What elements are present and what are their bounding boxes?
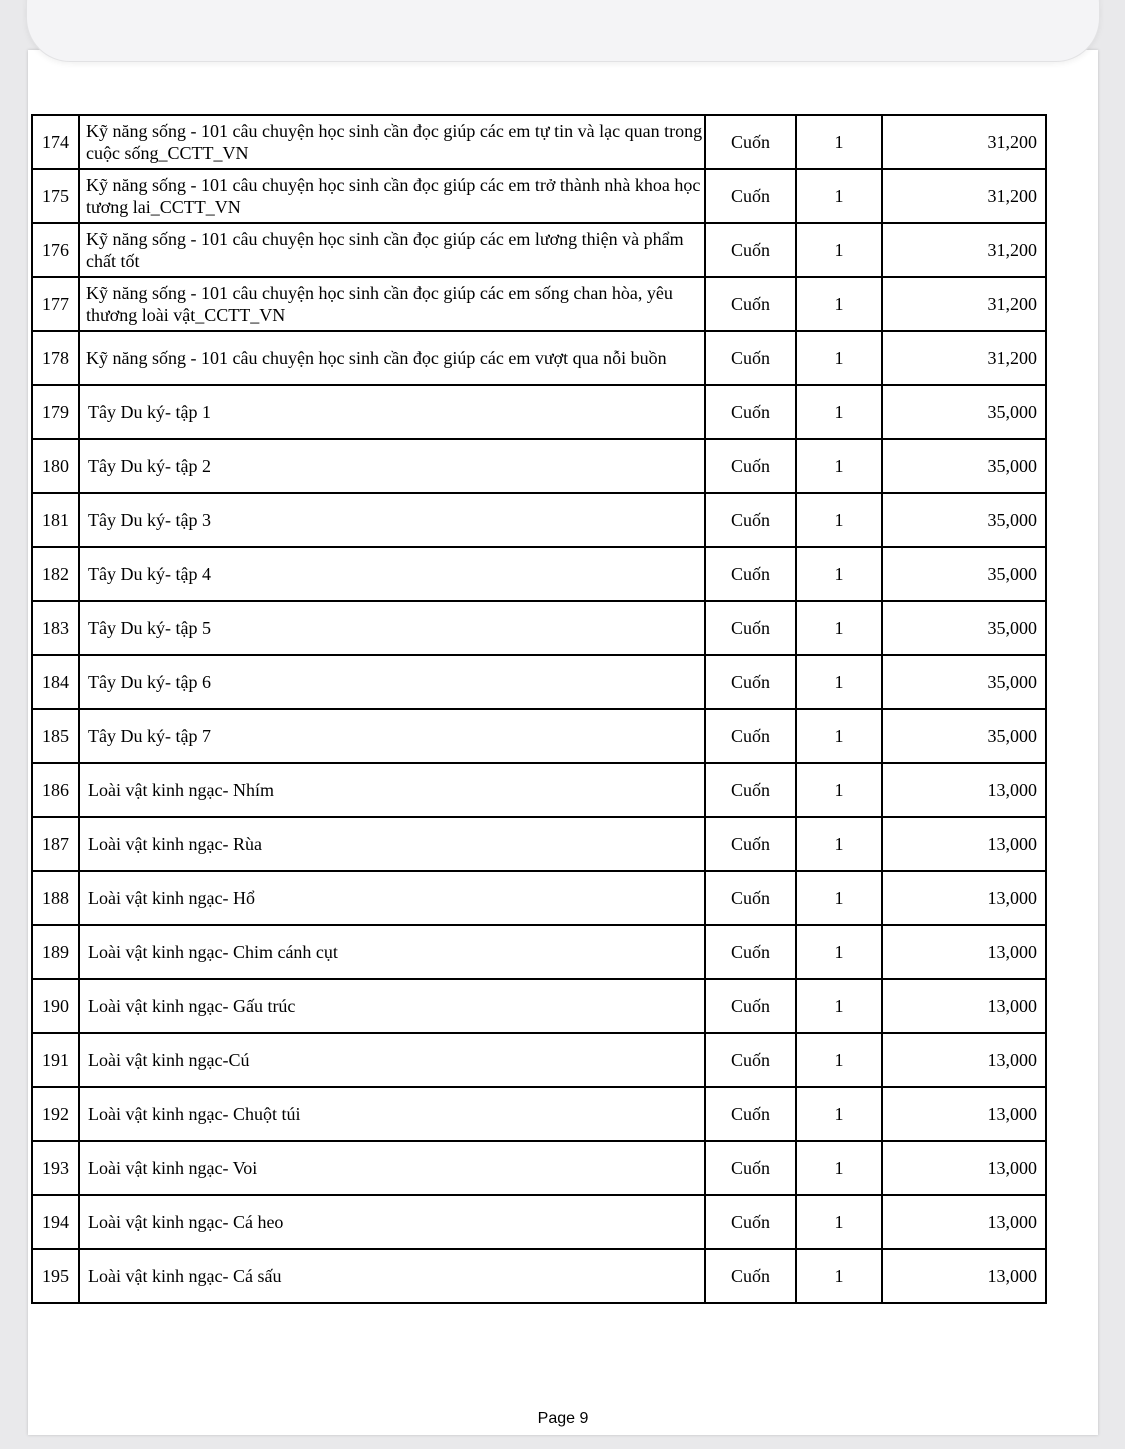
table-row bbox=[32, 223, 1046, 277]
quantity-cell: 1 bbox=[796, 709, 882, 763]
book-title-text: Loài vật kinh ngạc- Gấu trúc bbox=[88, 996, 296, 1016]
unit-cell: Cuốn bbox=[705, 655, 796, 709]
book-title-text: Loài vật kinh ngạc- Chuột túi bbox=[88, 1104, 301, 1124]
unit-cell: Cuốn bbox=[705, 925, 796, 979]
table-row bbox=[32, 817, 1046, 871]
pdf-page bbox=[28, 50, 1098, 1435]
book-title-cell bbox=[79, 1195, 705, 1249]
quantity-cell: 1 bbox=[796, 1195, 882, 1249]
price-cell: 13,000 bbox=[882, 763, 1046, 817]
book-title-cell bbox=[79, 601, 705, 655]
price-cell: 35,000 bbox=[882, 601, 1046, 655]
book-title-text: Kỹ năng sống - 101 câu chuyện học sinh cần đọc giúp các em tự tin và lạc quan trong cuộc sống_CCTT_VN bbox=[86, 121, 703, 163]
quantity-cell: 1 bbox=[796, 763, 882, 817]
book-title-text: Tây Du ký- tập 3 bbox=[88, 510, 211, 530]
table-row bbox=[32, 709, 1046, 763]
book-title-text: Loài vật kinh ngạc- Cá sấu bbox=[88, 1266, 282, 1286]
row-number-cell: 176 bbox=[32, 223, 79, 277]
quantity-cell: 1 bbox=[796, 871, 882, 925]
message-preview-bubble[interactable] bbox=[26, 0, 1100, 62]
price-cell: 13,000 bbox=[882, 979, 1046, 1033]
row-number-cell: 181 bbox=[32, 493, 79, 547]
row-number-cell: 180 bbox=[32, 439, 79, 493]
unit-cell: Cuốn bbox=[705, 1141, 796, 1195]
table-row bbox=[32, 655, 1046, 709]
row-number-cell: 190 bbox=[32, 979, 79, 1033]
table-row bbox=[32, 763, 1046, 817]
book-title-cell bbox=[79, 277, 705, 331]
book-title-text: Kỹ năng sống - 101 câu chuyện học sinh cần đọc giúp các em lương thiện và phẩm chất tốt bbox=[86, 229, 684, 271]
book-title-text: Loài vật kinh ngạc-Cú bbox=[88, 1050, 250, 1070]
quantity-cell: 1 bbox=[796, 493, 882, 547]
table-row bbox=[32, 601, 1046, 655]
quantity-cell: 1 bbox=[796, 223, 882, 277]
row-number-cell: 186 bbox=[32, 763, 79, 817]
book-title-cell bbox=[79, 223, 705, 277]
book-title-cell bbox=[79, 331, 705, 385]
table-row bbox=[32, 439, 1046, 493]
table-row bbox=[32, 115, 1046, 169]
book-title-text: Tây Du ký- tập 1 bbox=[88, 402, 211, 422]
row-number-cell: 191 bbox=[32, 1033, 79, 1087]
table-row bbox=[32, 1141, 1046, 1195]
unit-cell: Cuốn bbox=[705, 1033, 796, 1087]
unit-cell: Cuốn bbox=[705, 331, 796, 385]
unit-cell: Cuốn bbox=[705, 1087, 796, 1141]
book-title-text: Loài vật kinh ngạc- Cá heo bbox=[88, 1212, 284, 1232]
book-title-cell bbox=[79, 1087, 705, 1141]
book-title-text: Kỹ năng sống - 101 câu chuyện học sinh cần đọc giúp các em vượt qua nỗi buồn bbox=[86, 348, 667, 368]
table-row bbox=[32, 493, 1046, 547]
book-title-text: Loài vật kinh ngạc- Rùa bbox=[88, 834, 262, 854]
unit-cell: Cuốn bbox=[705, 601, 796, 655]
quantity-cell: 1 bbox=[796, 1249, 882, 1303]
book-title-cell bbox=[79, 655, 705, 709]
unit-cell: Cuốn bbox=[705, 223, 796, 277]
price-cell: 13,000 bbox=[882, 1087, 1046, 1141]
quantity-cell: 1 bbox=[796, 601, 882, 655]
book-title-text: Loài vật kinh ngạc- Chim cánh cụt bbox=[88, 942, 338, 962]
price-cell: 31,200 bbox=[882, 223, 1046, 277]
price-cell: 35,000 bbox=[882, 709, 1046, 763]
price-cell: 13,000 bbox=[882, 925, 1046, 979]
table-row bbox=[32, 1195, 1046, 1249]
table-row bbox=[32, 1087, 1046, 1141]
quantity-cell: 1 bbox=[796, 1141, 882, 1195]
book-title-text: Kỹ năng sống - 101 câu chuyện học sinh cần đọc giúp các em sống chan hòa, yêu thương loài vật_CCTT_VN bbox=[86, 283, 673, 325]
row-number-cell: 182 bbox=[32, 547, 79, 601]
book-title-cell bbox=[79, 763, 705, 817]
price-cell: 13,000 bbox=[882, 1249, 1046, 1303]
unit-cell: Cuốn bbox=[705, 979, 796, 1033]
price-cell: 31,200 bbox=[882, 169, 1046, 223]
book-title-cell bbox=[79, 1033, 705, 1087]
price-cell: 13,000 bbox=[882, 871, 1046, 925]
unit-cell: Cuốn bbox=[705, 709, 796, 763]
quantity-cell: 1 bbox=[796, 925, 882, 979]
book-title-text: Tây Du ký- tập 5 bbox=[88, 618, 211, 638]
quantity-cell: 1 bbox=[796, 385, 882, 439]
row-number-cell: 194 bbox=[32, 1195, 79, 1249]
table-row bbox=[32, 331, 1046, 385]
book-title-cell bbox=[79, 493, 705, 547]
quantity-cell: 1 bbox=[796, 817, 882, 871]
unit-cell: Cuốn bbox=[705, 817, 796, 871]
row-number-cell: 185 bbox=[32, 709, 79, 763]
table-row bbox=[32, 1249, 1046, 1303]
table-row bbox=[32, 547, 1046, 601]
price-cell: 35,000 bbox=[882, 493, 1046, 547]
unit-cell: Cuốn bbox=[705, 169, 796, 223]
row-number-cell: 195 bbox=[32, 1249, 79, 1303]
book-title-cell bbox=[79, 385, 705, 439]
unit-cell: Cuốn bbox=[705, 1195, 796, 1249]
unit-cell: Cuốn bbox=[705, 439, 796, 493]
book-title-cell bbox=[79, 1249, 705, 1303]
book-title-cell bbox=[79, 709, 705, 763]
price-cell: 35,000 bbox=[882, 385, 1046, 439]
page-number: Page 9 bbox=[537, 1410, 589, 1427]
book-title-cell bbox=[79, 871, 705, 925]
table-row bbox=[32, 979, 1046, 1033]
book-title-text: Tây Du ký- tập 2 bbox=[88, 456, 211, 476]
book-title-text: Kỹ năng sống - 101 câu chuyện học sinh cần đọc giúp các em trở thành nhà khoa học tương lai_CCTT_VN bbox=[86, 175, 701, 217]
row-number-cell: 177 bbox=[32, 277, 79, 331]
row-number-cell: 188 bbox=[32, 871, 79, 925]
unit-cell: Cuốn bbox=[705, 871, 796, 925]
table-body bbox=[32, 115, 1046, 1303]
quantity-cell: 1 bbox=[796, 439, 882, 493]
quantity-cell: 1 bbox=[796, 1087, 882, 1141]
row-number-cell: 189 bbox=[32, 925, 79, 979]
row-number-cell: 175 bbox=[32, 169, 79, 223]
book-title-text: Loài vật kinh ngạc- Nhím bbox=[88, 780, 274, 800]
row-number-cell: 187 bbox=[32, 817, 79, 871]
quantity-cell: 1 bbox=[796, 169, 882, 223]
price-cell: 35,000 bbox=[882, 547, 1046, 601]
book-title-cell bbox=[79, 115, 705, 169]
row-number-cell: 179 bbox=[32, 385, 79, 439]
unit-cell: Cuốn bbox=[705, 277, 796, 331]
table-row bbox=[32, 169, 1046, 223]
quantity-cell: 1 bbox=[796, 979, 882, 1033]
unit-cell: Cuốn bbox=[705, 493, 796, 547]
quantity-cell: 1 bbox=[796, 1033, 882, 1087]
row-number-cell: 192 bbox=[32, 1087, 79, 1141]
price-cell: 13,000 bbox=[882, 817, 1046, 871]
price-cell: 35,000 bbox=[882, 439, 1046, 493]
price-cell: 13,000 bbox=[882, 1033, 1046, 1087]
book-title-text: Tây Du ký- tập 7 bbox=[88, 726, 211, 746]
book-title-text: Tây Du ký- tập 4 bbox=[88, 564, 211, 584]
unit-cell: Cuốn bbox=[705, 1249, 796, 1303]
quantity-cell: 1 bbox=[796, 115, 882, 169]
book-title-text: Tây Du ký- tập 6 bbox=[88, 672, 211, 692]
book-title-text: Loài vật kinh ngạc- Hổ bbox=[88, 888, 255, 908]
table-row bbox=[32, 277, 1046, 331]
quantity-cell: 1 bbox=[796, 331, 882, 385]
book-title-cell bbox=[79, 817, 705, 871]
book-title-cell bbox=[79, 439, 705, 493]
table-row bbox=[32, 1033, 1046, 1087]
price-cell: 31,200 bbox=[882, 115, 1046, 169]
unit-cell: Cuốn bbox=[705, 763, 796, 817]
book-title-cell bbox=[79, 169, 705, 223]
price-cell: 31,200 bbox=[882, 277, 1046, 331]
book-list-table bbox=[31, 114, 1047, 1304]
price-cell: 35,000 bbox=[882, 655, 1046, 709]
table-row bbox=[32, 925, 1046, 979]
row-number-cell: 183 bbox=[32, 601, 79, 655]
book-title-text: Loài vật kinh ngạc- Voi bbox=[88, 1158, 258, 1178]
row-number-cell: 178 bbox=[32, 331, 79, 385]
price-cell: 13,000 bbox=[882, 1141, 1046, 1195]
book-title-cell bbox=[79, 547, 705, 601]
book-title-cell bbox=[79, 925, 705, 979]
row-number-cell: 193 bbox=[32, 1141, 79, 1195]
quantity-cell: 1 bbox=[796, 547, 882, 601]
table-row bbox=[32, 871, 1046, 925]
unit-cell: Cuốn bbox=[705, 115, 796, 169]
unit-cell: Cuốn bbox=[705, 547, 796, 601]
row-number-cell: 184 bbox=[32, 655, 79, 709]
quantity-cell: 1 bbox=[796, 655, 882, 709]
book-title-cell bbox=[79, 979, 705, 1033]
price-cell: 13,000 bbox=[882, 1195, 1046, 1249]
row-number-cell: 174 bbox=[32, 115, 79, 169]
unit-cell: Cuốn bbox=[705, 385, 796, 439]
book-title-cell bbox=[79, 1141, 705, 1195]
price-cell: 31,200 bbox=[882, 331, 1046, 385]
table-row bbox=[32, 385, 1046, 439]
quantity-cell: 1 bbox=[796, 277, 882, 331]
